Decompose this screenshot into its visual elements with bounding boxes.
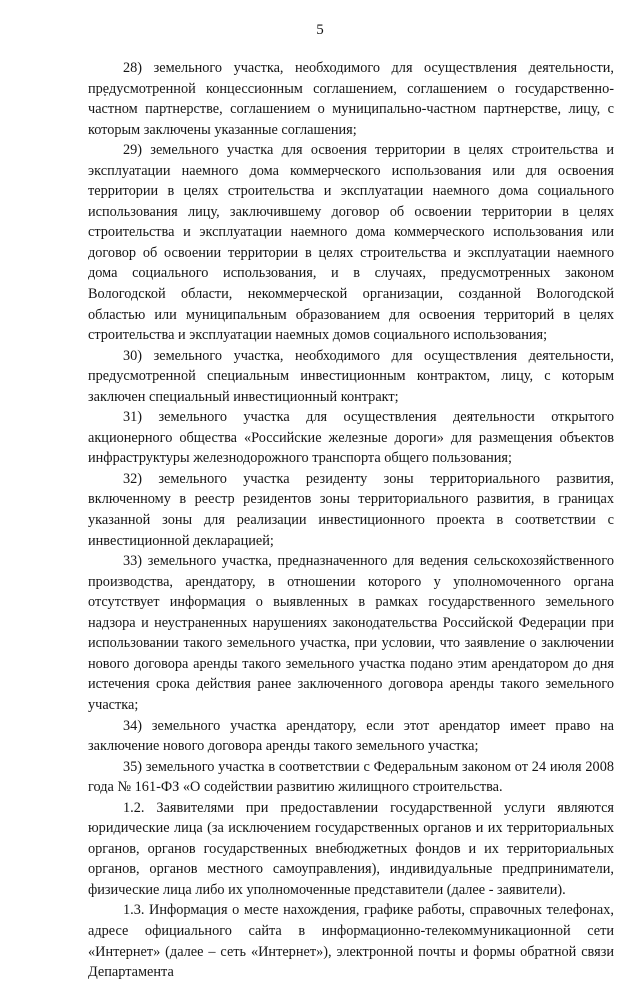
document-body	[88, 58, 614, 983]
item-35-paragraph: 35) земельного участка в соответствии с Федеральным законом от 24 июля 2008 года № 161-ФЗ «О содействии развитию жилищного строительства.	[88, 758, 614, 796]
section-1-3-paragraph: 1.3. Информация о месте нахождения, графике работы, справочных телефонах, адресе официального сайта в информационно-телекоммуникационной сети «Интернет» (далее – сеть «Интернет»), электронной почты и формы обратной связи Департамента	[88, 902, 614, 981]
item-31-paragraph: 31) земельного участка для осуществления деятельности открытого акционерного общества «Российские железные дороги» для размещения объектов инфраструктуры железнодорожного транспорта общего пользования;	[88, 409, 614, 467]
item-32-paragraph: 32) земельного участка резиденту зоны территориального развития, включенному в реестр резидентов зоны территориального развития, в границах указанной зоны для реализации инвестиционного проекта в соответствии с инвестиционной декларацией;	[88, 470, 614, 549]
page-number: 5	[316, 22, 324, 38]
item-29-paragraph: 29) земельного участка для освоения территории в целях строительства и эксплуатации наемного дома коммерческого использования или для освоения территории в целях строительства и эксплуатации наемного дома социального использования лицу, заключившему договор об освоении территории в целях строительства и эксплуатации наемного дома коммерческого использования или договор об освоении территории в целях строительства и эксплуатации наемного дома социального использования, и в случаях, предусмотренных законом Вологодской области, некоммерческой организации, созданной Вологодской областью или муниципальным образованием для освоения территорий в целях строительства и эксплуатации наемных домов социального использования;	[88, 142, 614, 344]
item-34-paragraph: 34) земельного участка арендатору, если этот арендатор имеет право на заключение нового договора аренды такого земельного участка;	[88, 717, 614, 755]
item-28-paragraph: 28) земельного участка, необходимого для осуществления деятельности, предусмотренной концессионным соглашением, соглашением о государственно-частном партнерстве, соглашением о муниципально-частном партнерстве, лицу, с которым заключены указанные соглашения;	[88, 60, 614, 138]
section-1-2-paragraph: 1.2. Заявителями при предоставлении государственной услуги являются юридические лица (за исключением государственных органов и их территориальных органов, органов государственных внебюджетных фондов и их территориальных органов, органов местного самоуправления), индивидуальные предприниматели, физические лица либо их уполномоченные представители (далее - заявители).	[88, 799, 614, 898]
item-30-paragraph: 30) земельного участка, необходимого для осуществления деятельности, предусмотренной специальным инвестиционным контрактом, лицу, с которым заключен специальный инвестиционный контракт;	[88, 347, 614, 405]
item-33-paragraph: 33) земельного участка, предназначенного для ведения сельскохозяйственного производства, арендатору, в отношении которого у уполномоченного органа отсутствует информация о выявленных в рамках государственного земельного надзора и неустраненных нарушениях законодательства Российской Федерации при использовании такого земельного участка, при условии, что заявление о заключении нового договора аренды такого земельного участка подано этим арендатором до дня истечения срока действия ранее заключенного договора аренды такого земельного участка;	[88, 553, 614, 713]
